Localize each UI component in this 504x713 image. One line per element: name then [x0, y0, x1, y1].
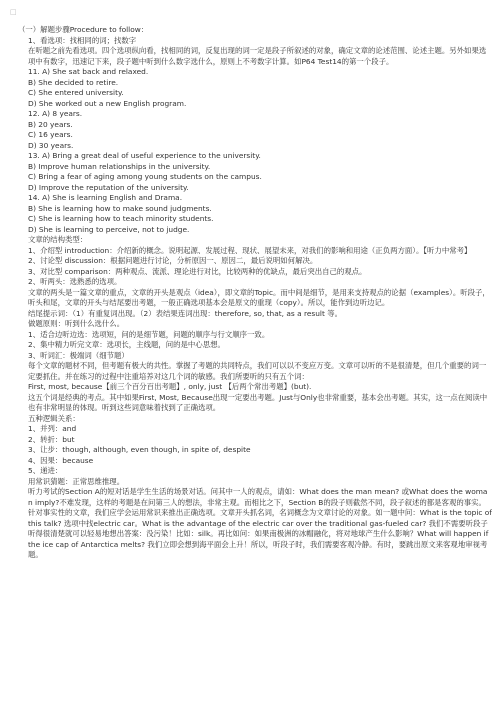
text-line: 14. A) She is learning English and Drama.: [28, 193, 183, 202]
text-line: D) 30 years.: [28, 140, 74, 150]
text-line: 11. A) She sat back and relaxed.: [28, 67, 149, 76]
text-line: 3、对比型 comparison：两种观点、流派、理论进行对比，比较两种的优缺点，最后突出自己的观点。: [28, 266, 367, 276]
text-line: B) 20 years.: [28, 119, 73, 129]
paragraph: 每个文章的题材不同，但考题有极大的共性。掌握了考题的共同特点，我们可以以不变应万变。文章可以听的不是很清楚，但几个重要的词一定要抓住。并在练习的过程中注重培养对这几个词的敏感。我们所要听的只有五个词：: [28, 361, 487, 381]
text-line: 五种逻辑关系：: [28, 413, 80, 423]
paragraph: 1、介绍型 introduction：介绍新的概念。说明起源、发展过程、现状、展望未来，对我们的影响和用途（正负两方面）。【听力中常考】: [28, 245, 472, 255]
text-line: C) She is learning how to teach minority students.: [28, 214, 214, 223]
text-line: 2、转折：but: [28, 434, 75, 444]
text-line: 2、讨论型 discussion：根据问题进行讨论，分析原因一、原因二，最后说明如何解决。: [28, 256, 318, 265]
text-line: B) She decided to retire.: [28, 77, 119, 87]
paragraph: 听力考试的Section A的短对话是学生生活的场景对话。问其中一人的观点，请如：What does the man mean? 或What does the woman imply?不难发现，这样的考题是在问第三人的想法，非常主观。而相比之下，Section B的段子则截然不同，段子叙述的都是客观的事实。针对事实性的文章，我们应学会运用常识来推出正确选项。文章开头抓名词，名词概念为文章讨论的对象。如一题中问：What is the topic of this talk? 选项中找electric car。What is the advantage of the electric car over the traditional gas-fueled car? 我们不需要听段子听得很清楚就可以轻易地想出答案：没污染！比如：silk。再比如问：如果南极洲的冰帽融化，将对地球产生什么影响？What will happen if the ice cap of Antarctica melts? 我们立即会想到海平面会上升！所以，听段子时，我们需要客观冷静。有时，要跳出原文来客观地审视考题。: [28, 487, 492, 559]
text-line: C) Bring a fear of aging among young students on the campus.: [28, 172, 262, 181]
text-line: B) She is learning how to make sound judgments.: [28, 203, 212, 213]
text-line: C) 16 years.: [28, 130, 73, 139]
text-line: （一）解题步骤Procedure to follow：: [18, 25, 149, 34]
text-line: D) She is learning to perceive, not to judge.: [28, 224, 190, 234]
text-line: B) Improve human relationships in the university.: [28, 161, 211, 171]
text-line: 1、看选项：找相同的词；找数字: [28, 35, 137, 45]
text-line: 做题原则：听到什么选什么。: [28, 319, 125, 328]
text-line: 结尾提示词：（1）有重复词出现。（2）表结果连词出现：therefore, so, that, as a result 等。: [28, 308, 342, 318]
paragraph: 这五个词是经典的考点。其中如果First, Most, Because出现一定要出考题。Just与Only也非常重要，基本会出考题。其实，这一点在阅读中也有非常明显的体现。听到这些词意味着找到了正确选项。: [28, 392, 488, 412]
paragraph: 在听题之前先看选项。四个选项纵向看，找相同的词，反复出现的词一定是段子所叙述的对象，确定文章的论述范围、论述主题。另外如果选项中有数字，迅速记下来，段子题中听到什么数字选什么，原则上不考数字计算。如P64 Test14的第一个段子。: [28, 46, 487, 66]
text-line: 3、让步：though, although, even though, in spite of, despite: [28, 445, 251, 454]
text-line: 用常识猜题：正常思维推理。: [28, 476, 125, 486]
text-line: 13. A) Bring a great deal of useful experience to the university.: [28, 151, 261, 160]
text-line: 5、递进：: [28, 466, 63, 475]
text-line: D) She worked out a new English program.: [28, 98, 187, 108]
text-line: 1、适合边听边选：选项短，问的是细节题，问题的顺序与行文顺序一致。: [28, 329, 270, 339]
text-line: 12. A) 8 years.: [28, 109, 83, 118]
text-line: 4、因果：because: [28, 455, 94, 465]
document-body: [10, 25, 492, 561]
text-line: C) She entered university.: [28, 88, 124, 97]
text-line: 3、听词汇：极端词（细节题）: [28, 350, 129, 360]
text-line: D) Improve the reputation of the university.: [28, 182, 189, 192]
text-line: 2、集中精力听完文章：选项长，主线题，问的是中心思想。: [28, 340, 225, 349]
text-line: 文章的结构类型：: [28, 235, 88, 244]
text-line: 1、并列：and: [28, 424, 77, 433]
paragraph: 文章的两头是一篇文章的重点，文章的开头是观点（idea），即文章的Topic。而中间是细节，是用来支持观点的论据（examples）。听段子，听头和尾，文章的开头与结尾要出考题，一般正确选项基本会是原文的重现（copy）。所以，能作到边听边记。: [28, 287, 490, 307]
corner-mark: □: [10, 8, 17, 16]
text-line: 2、听两头：选熟悉的选项。: [28, 277, 122, 286]
text-line: First, most, because【前三个百分百出考题】, only, just 【后两个常出考题】(but).: [28, 382, 312, 391]
